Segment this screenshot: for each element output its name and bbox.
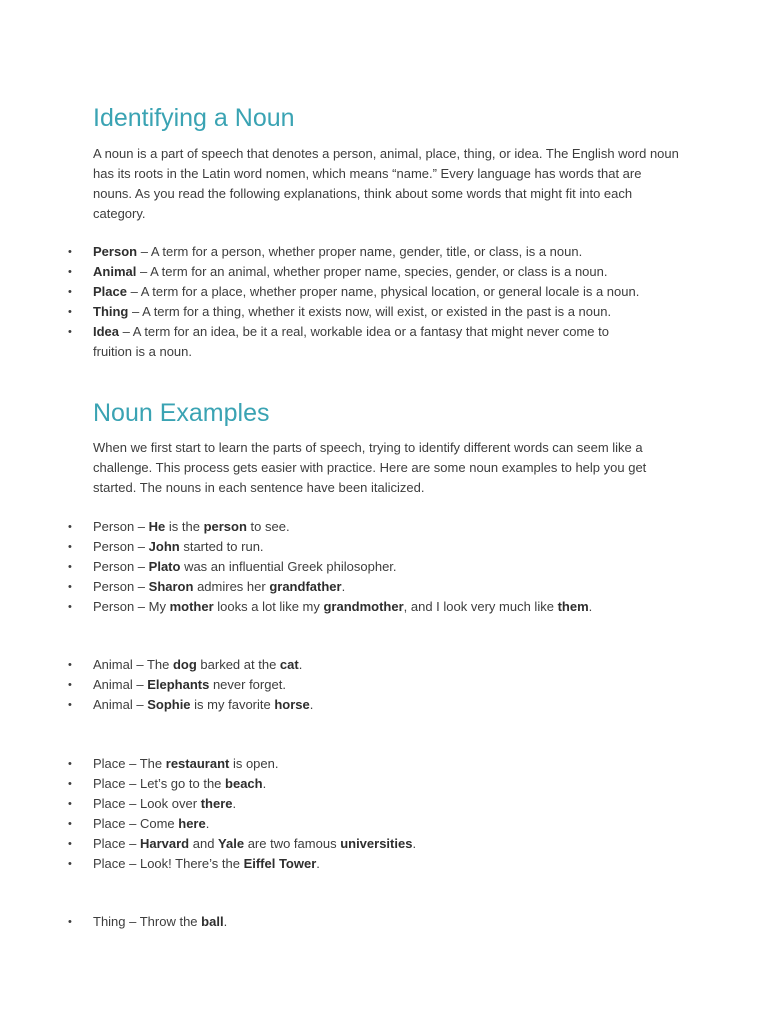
sentence-text: to see.	[246, 519, 290, 534]
sentence-text: never forget.	[209, 677, 286, 692]
sentence-text: .	[309, 697, 314, 712]
example-list-item	[0, 597, 700, 617]
sentence-text: Person –	[93, 539, 149, 554]
bullet-icon: •	[68, 246, 72, 258]
bullet-icon: •	[68, 778, 72, 790]
examples-intro-paragraph: When we first start to learn the parts of speech, trying to identify different words can seem like a challenge. This process gets easier with practice. Here are some noun examples to help you get started. The nouns in each sentence have been italicized.	[93, 440, 647, 495]
place-examples-list	[0, 754, 700, 874]
example-list-item	[0, 854, 700, 874]
noun-word: grandfather	[269, 579, 342, 594]
animal-examples-list	[0, 655, 700, 715]
sentence-text: .	[205, 816, 210, 831]
thing-examples-list	[0, 912, 700, 932]
sentence-text: Person –	[93, 519, 149, 534]
sentence-text: .	[223, 914, 228, 929]
bullet-icon: •	[68, 916, 72, 928]
bullet-icon: •	[68, 581, 72, 593]
sentence-text: Place – The	[93, 756, 166, 771]
noun-word: Yale	[218, 836, 245, 851]
noun-word: horse	[274, 697, 310, 712]
example-list-item	[0, 577, 700, 597]
sentence-text: are two famous	[244, 836, 341, 851]
sentence-text: barked at the	[196, 657, 280, 672]
bullet-icon: •	[68, 798, 72, 810]
bullet-icon: •	[68, 521, 72, 533]
noun-word: Plato	[148, 559, 181, 574]
noun-word: Sharon	[148, 579, 194, 594]
sentence-text: is the	[165, 519, 204, 534]
noun-word: ball	[201, 914, 224, 929]
bullet-icon: •	[68, 679, 72, 691]
sentence-text: Place – Let’s go to the	[93, 776, 226, 791]
noun-word: restaurant	[165, 756, 230, 771]
bullet-icon: •	[68, 838, 72, 850]
sentence-text: Animal – The	[93, 657, 173, 672]
sentence-text: .	[588, 599, 593, 614]
noun-word: grandmother	[323, 599, 404, 614]
bullet-icon: •	[68, 858, 72, 870]
noun-word: universities	[340, 836, 413, 851]
list-item-idea: • Idea – A term for an idea, be it a real, workable idea or a fantasy that might never come to fruition is a noun.	[68, 324, 609, 359]
sentence-text: started to run.	[179, 539, 264, 554]
noun-word: Eiffel Tower	[243, 856, 317, 871]
example-list-item	[0, 695, 700, 715]
section-title-identifying-a-noun: Identifying a Noun	[93, 104, 295, 132]
example-list-item	[0, 774, 700, 794]
bullet-icon: •	[68, 561, 72, 573]
sentence-text: Thing – Throw the	[93, 914, 202, 929]
sentence-text: Place –	[93, 836, 140, 851]
section-title-noun-examples: Noun Examples	[93, 399, 270, 427]
sentence-text: Person –	[93, 579, 149, 594]
sentence-text: is open.	[229, 756, 279, 771]
bullet-icon: •	[68, 266, 72, 278]
noun-word: dog	[172, 657, 197, 672]
example-list-item	[0, 834, 700, 854]
sentence-text: Animal –	[93, 677, 148, 692]
noun-category-list	[0, 242, 700, 362]
example-list-item	[0, 517, 700, 537]
sentence-text: and	[189, 836, 219, 851]
sentence-text: looks a lot like my	[213, 599, 324, 614]
example-list-item	[0, 814, 700, 834]
person-examples-list	[0, 517, 700, 617]
noun-word: them	[557, 599, 589, 614]
example-list-item	[0, 675, 700, 695]
example-list-item	[0, 537, 700, 557]
list-item-place: • Place – A term for a place, whether proper name, physical location, or general locale is a noun.	[0, 282, 700, 302]
sentence-text: Place – Come	[93, 816, 179, 831]
sentence-text: .	[298, 657, 303, 672]
sentence-text: is my favorite	[190, 697, 275, 712]
sentence-text: .	[412, 836, 417, 851]
bullet-icon: •	[68, 758, 72, 770]
noun-word: there	[200, 796, 233, 811]
bullet-icon: •	[68, 699, 72, 711]
noun-word: cat	[279, 657, 299, 672]
example-list-item	[0, 754, 700, 774]
list-item-thing: • Thing – A term for a thing, whether it exists now, will exist, or existed in the past is a noun.	[0, 302, 700, 322]
noun-word: John	[148, 539, 180, 554]
sentence-text: was an influential Greek philosopher.	[180, 559, 397, 574]
example-list-item	[0, 912, 700, 932]
list-item-animal: • Animal – A term for an animal, whether proper name, species, gender, or class is a noun.	[0, 262, 700, 282]
sentence-text: .	[316, 856, 320, 871]
noun-word: mother	[169, 599, 214, 614]
intro-paragraph: A noun is a part of speech that denotes a person, animal, place, thing, or idea. The English word noun has its roots in the Latin word nomen, which means “name.” Every language has words that are nouns. As you read the following explanations, think about some words that might fit into each category.	[93, 146, 679, 221]
sentence-text: , and I look very much like	[403, 599, 558, 614]
sentence-text: Animal –	[93, 697, 148, 712]
sentence-text: .	[341, 579, 346, 594]
bullet-icon: •	[68, 818, 72, 830]
example-list-item	[0, 794, 700, 814]
bullet-icon: •	[68, 286, 72, 298]
sentence-text: Person – My	[93, 599, 170, 614]
bullet-icon: •	[68, 306, 72, 318]
bullet-icon: •	[68, 541, 72, 553]
noun-word: Elephants	[147, 677, 210, 692]
bullet-icon: •	[68, 326, 72, 338]
noun-word: Sophie	[147, 697, 191, 712]
noun-word: here	[178, 816, 206, 831]
sentence-text: admires her	[193, 579, 270, 594]
list-item-person: • Person – A term for a person, whether proper name, gender, title, or class, is a noun.	[0, 242, 700, 262]
noun-word: He	[148, 519, 166, 534]
sentence-text: .	[262, 776, 267, 791]
noun-word: beach	[225, 776, 263, 791]
example-list-item	[0, 655, 700, 675]
noun-word: person	[203, 519, 247, 534]
noun-word: Harvard	[139, 836, 190, 851]
sentence-text: Place – Look! There’s the	[93, 856, 244, 871]
sentence-text: Place – Look over	[93, 796, 201, 811]
bullet-icon: •	[68, 601, 72, 613]
sentence-text: Person –	[93, 559, 149, 574]
bullet-icon: •	[68, 659, 72, 671]
sentence-text: .	[232, 796, 237, 811]
example-list-item	[0, 557, 700, 577]
